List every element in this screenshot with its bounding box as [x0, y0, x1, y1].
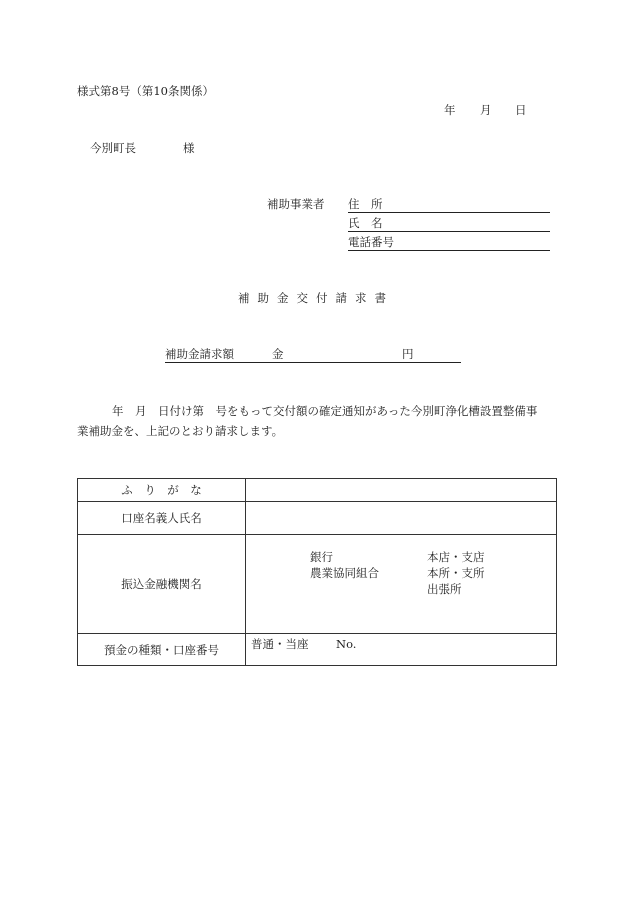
institution-label: 振込金融機関名 — [78, 535, 246, 634]
body-line-1: 年 月 日付け第 号をもって交付額の確定通知があった今別町浄化槽設置整備事 — [112, 404, 538, 418]
account-type-text: 普通・当座 — [251, 637, 309, 651]
holder-field[interactable] — [246, 502, 557, 535]
addressee-name: 今別町長 — [90, 141, 136, 155]
date-year: 年 — [444, 103, 456, 117]
account-field[interactable] — [246, 634, 557, 666]
institution-field[interactable] — [246, 535, 557, 634]
coop-text: 農業協同組合 — [310, 566, 379, 580]
applicant-label: 補助事業者 — [267, 197, 325, 211]
phone-label: 電話番号 — [348, 235, 394, 249]
bank-text: 銀行 — [310, 550, 333, 564]
branch-office-text: 出張所 — [427, 582, 462, 596]
account-no-text: No. — [336, 637, 357, 651]
branch-main-text: 本所・支所 — [427, 566, 485, 580]
address-label: 住 所 — [348, 197, 383, 211]
bank-info-table — [77, 478, 557, 666]
amount-prefix: 金 — [272, 347, 284, 361]
phone-line — [348, 237, 550, 251]
holder-label: 口座名義人氏名 — [78, 502, 246, 535]
branch-head-text: 本店・支店 — [427, 550, 485, 564]
date-day: 日 — [515, 103, 527, 117]
addressee-honorific: 様 — [183, 141, 195, 155]
furigana-label: ふ り が な — [78, 479, 246, 502]
amount-label: 補助金請求額 — [165, 347, 234, 361]
address-line — [348, 199, 550, 213]
account-label: 預金の種類・口座番号 — [78, 634, 246, 666]
amount-unit: 円 — [402, 347, 414, 361]
document-title: 補助金交付請求書 — [238, 291, 394, 305]
name-label: 氏 名 — [348, 216, 383, 230]
form-number: 様式第8号（第10条関係） — [77, 84, 214, 98]
name-line — [348, 218, 550, 232]
body-line-2: 業補助金を、上記のとおり請求します。 — [77, 424, 284, 438]
amount-line — [165, 349, 461, 363]
date-month: 月 — [480, 103, 492, 117]
furigana-field[interactable] — [246, 479, 557, 502]
